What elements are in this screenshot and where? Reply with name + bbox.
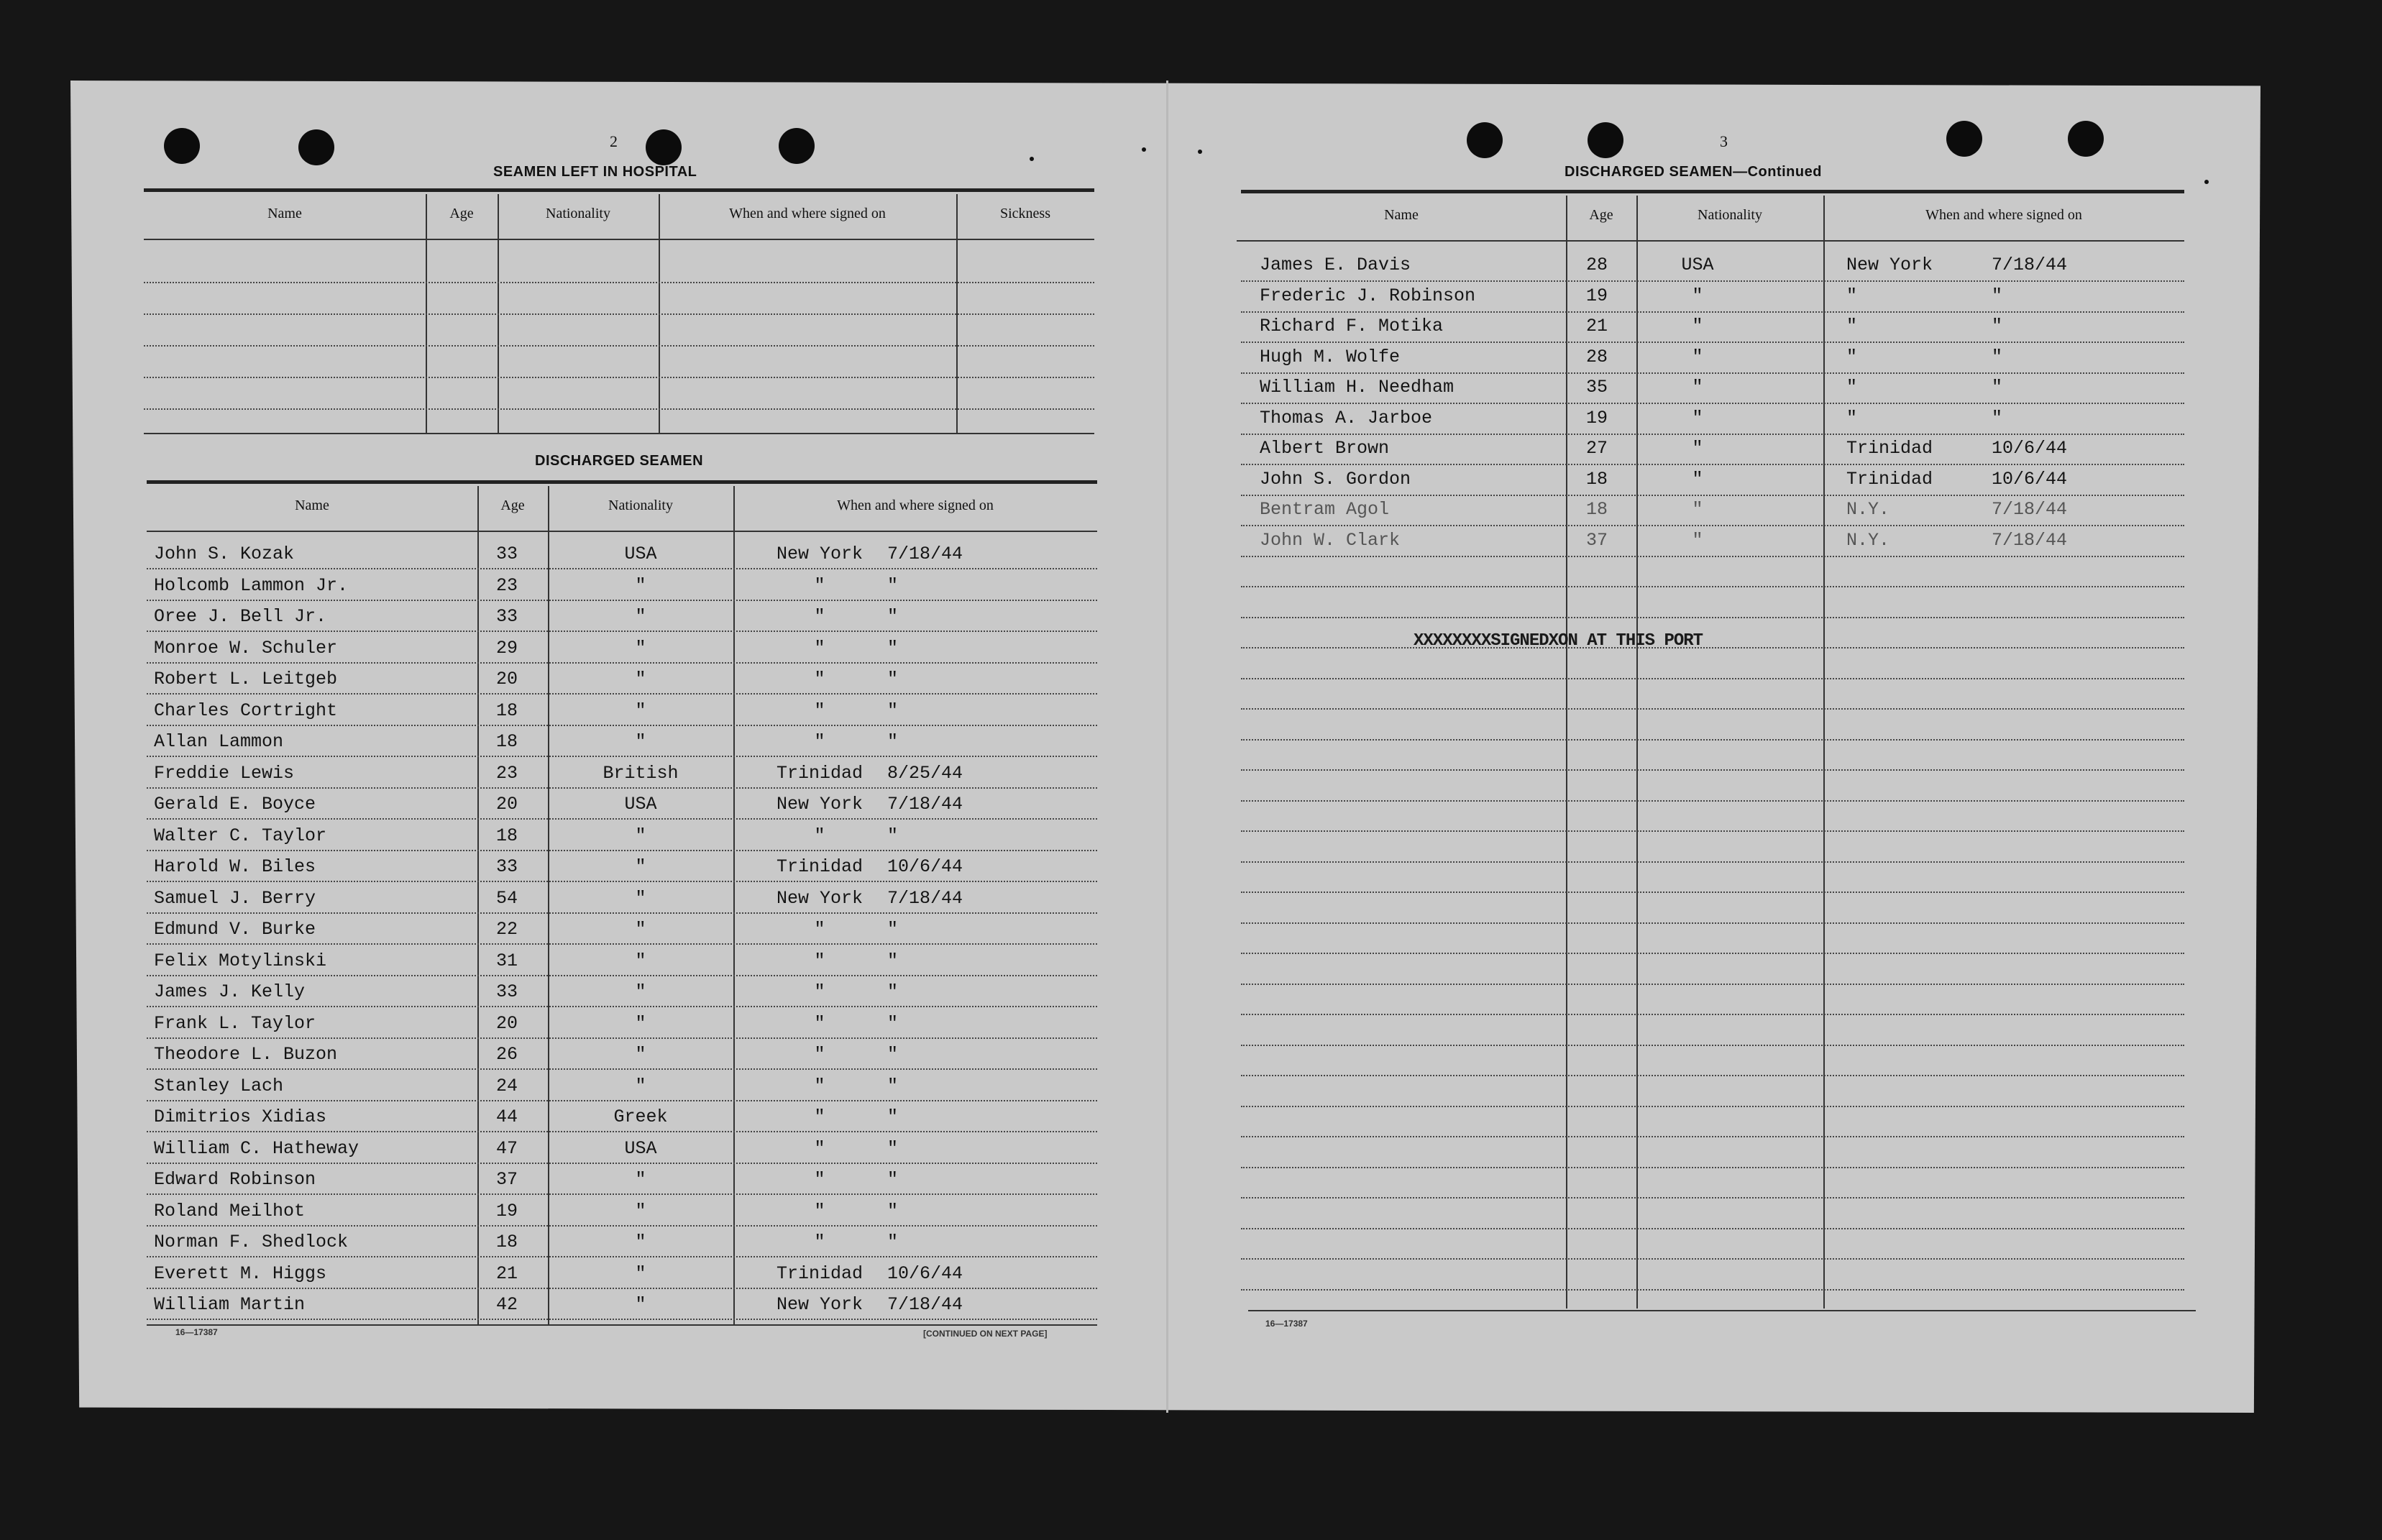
- seaman-name: Gerald E. Boyce: [154, 794, 316, 815]
- row-line: [147, 725, 1097, 726]
- seaman-nationality: ": [1692, 407, 1703, 428]
- signed-on-header: When and where signed on: [837, 498, 994, 513]
- signed-on-header: When and where signed on: [1925, 207, 2082, 223]
- signed-on-date: ": [887, 1106, 899, 1127]
- signed-on-place: ": [814, 1200, 825, 1222]
- seaman-nationality: ": [635, 825, 646, 846]
- signed-on-date: 7/18/44: [1992, 529, 2068, 551]
- seaman-name: Robert L. Leitgeb: [154, 669, 338, 689]
- row-line: [1241, 525, 2184, 526]
- seaman-age: 26: [496, 1044, 518, 1065]
- row-line: [147, 975, 1097, 976]
- column-divider: [1823, 196, 1825, 1308]
- seaman-name: Bentram Agol: [1260, 499, 1390, 520]
- row-line: [1241, 586, 2184, 587]
- seaman-age: 24: [496, 1075, 518, 1096]
- seaman-age: 23: [496, 762, 518, 784]
- seaman-age: 18: [496, 1232, 518, 1252]
- seaman-age: 19: [1586, 407, 1608, 428]
- signed-on-place: ": [1846, 346, 1858, 367]
- row-line: [147, 1256, 1097, 1257]
- seaman-name: Monroe W. Schuler: [154, 637, 338, 659]
- signed-on-place: ": [814, 1044, 825, 1065]
- seaman-nationality: ": [635, 1232, 646, 1252]
- seaman-nationality: ": [1692, 438, 1703, 459]
- signed-on-date: ": [887, 574, 899, 596]
- seaman-name: James E. Davis: [1260, 255, 1411, 275]
- signed-on-place: ": [814, 669, 825, 689]
- right-header-rule: [1237, 240, 2184, 242]
- seaman-age: 21: [496, 1262, 518, 1284]
- seaman-nationality: ": [635, 1200, 646, 1222]
- row-line: [147, 1100, 1097, 1101]
- seaman-age: 19: [1586, 285, 1608, 306]
- seaman-nationality: ": [1692, 529, 1703, 551]
- punch-hole: [779, 128, 815, 164]
- row-line: [147, 850, 1097, 851]
- signed-on-date: ": [887, 1075, 899, 1096]
- signed-on-place: ": [1846, 285, 1858, 306]
- seaman-nationality: ": [635, 574, 646, 596]
- signed-on-place: ": [814, 700, 825, 721]
- signed-on-date: ": [1992, 407, 2003, 428]
- seaman-name: Oree J. Bell Jr.: [154, 606, 327, 627]
- seaman-nationality: ": [635, 1294, 646, 1315]
- speck: [1142, 147, 1146, 152]
- seaman-name: William C. Hatheway: [154, 1137, 359, 1159]
- seaman-nationality: ": [1692, 285, 1703, 306]
- row-line: [147, 756, 1097, 757]
- signed-on-place: New York: [776, 544, 864, 564]
- row-line: [144, 282, 1094, 283]
- row-line: [1241, 342, 2184, 343]
- seaman-age: 44: [496, 1106, 518, 1127]
- signed-on-date: ": [887, 919, 899, 940]
- seaman-name: Stanley Lach: [154, 1075, 284, 1096]
- seaman-nationality: USA: [1681, 255, 1714, 275]
- row-line: [1241, 861, 2184, 863]
- age-header: Age: [1589, 207, 1613, 223]
- signed-on-date: 8/25/44: [887, 762, 963, 784]
- signed-on-place: Trinidad: [776, 1262, 864, 1284]
- punch-hole: [1467, 122, 1503, 158]
- row-line: [1241, 1045, 2184, 1046]
- seaman-age: 28: [1586, 255, 1608, 275]
- seaman-name: Charles Cortright: [154, 700, 338, 721]
- punch-hole: [298, 129, 334, 165]
- seaman-nationality: ": [635, 981, 646, 1002]
- seaman-name: Frederic J. Robinson: [1260, 285, 1476, 306]
- signed-on-date: 10/6/44: [1992, 438, 2068, 459]
- punch-hole: [1588, 122, 1623, 158]
- seaman-name: William Martin: [154, 1294, 306, 1315]
- row-line: [1241, 1136, 2184, 1137]
- seaman-nationality: ": [1692, 346, 1703, 367]
- seaman-age: 22: [496, 919, 518, 940]
- seaman-name: Edward Robinson: [154, 1169, 316, 1190]
- seaman-name: Thomas A. Jarboe: [1260, 407, 1433, 428]
- signed-on-date: 7/18/44: [887, 1294, 963, 1315]
- row-line: [144, 313, 1094, 315]
- row-line: [147, 912, 1097, 914]
- row-line: [144, 408, 1094, 410]
- row-line: [1241, 372, 2184, 374]
- row-line: [1241, 647, 2184, 648]
- form-number: 16—17387: [175, 1327, 218, 1337]
- nationality-header: Nationality: [546, 206, 610, 221]
- signed-on-date: ": [887, 825, 899, 846]
- signed-on-date: ": [887, 1044, 899, 1065]
- seaman-name: Dimitrios Xidias: [154, 1106, 327, 1127]
- age-header: Age: [500, 498, 525, 513]
- signed-on-place: ": [814, 981, 825, 1002]
- seaman-nationality: USA: [624, 794, 657, 815]
- row-line: [147, 1319, 1097, 1320]
- sickness-header: Sickness: [1000, 206, 1050, 221]
- seaman-age: 37: [1586, 529, 1608, 551]
- signed-on-date: ": [1992, 346, 2003, 367]
- discharged-header-rule: [147, 531, 1097, 532]
- seaman-nationality: ": [635, 1169, 646, 1190]
- signed-on-place: New York: [776, 1294, 864, 1315]
- column-divider: [1636, 196, 1638, 1308]
- seaman-nationality: ": [635, 700, 646, 721]
- page-number: 3: [1720, 132, 1728, 150]
- row-line: [1241, 1075, 2184, 1076]
- seaman-age: 20: [496, 669, 518, 689]
- row-line: [1241, 1014, 2184, 1015]
- seaman-nationality: USA: [624, 544, 657, 564]
- row-line: [1241, 1106, 2184, 1107]
- signed-on-place: Trinidad: [1846, 468, 1933, 490]
- seaman-nationality: ": [635, 919, 646, 940]
- speck: [1030, 157, 1034, 161]
- seaman-age: 31: [496, 950, 518, 971]
- seaman-age: 18: [496, 825, 518, 846]
- signed-on-date: ": [1992, 285, 2003, 306]
- row-line: [1241, 984, 2184, 985]
- seaman-age: 29: [496, 637, 518, 659]
- row-line: [147, 1037, 1097, 1039]
- seaman-age: 28: [1586, 346, 1608, 367]
- signed-on-place: ": [814, 1169, 825, 1190]
- seaman-name: Felix Motylinski: [154, 950, 327, 971]
- seaman-nationality: ": [635, 1012, 646, 1034]
- signed-on-date: 7/18/44: [1992, 499, 2068, 520]
- seaman-name: Allan Lammon: [154, 731, 284, 752]
- signed-on-place: ": [814, 1075, 825, 1096]
- signed-on-date: 7/18/44: [887, 794, 963, 815]
- row-line: [1241, 1258, 2184, 1260]
- row-line: [147, 881, 1097, 882]
- row-line: [144, 345, 1094, 347]
- column-divider: [1566, 196, 1567, 1308]
- row-line: [144, 377, 1094, 378]
- seaman-age: 18: [1586, 499, 1608, 520]
- seaman-age: 18: [1586, 468, 1608, 490]
- seaman-name: James J. Kelly: [154, 981, 306, 1002]
- row-line: [147, 631, 1097, 632]
- signed-on-place: ": [1846, 316, 1858, 336]
- row-line: [1241, 769, 2184, 771]
- age-header: Age: [449, 206, 474, 221]
- seaman-age: 35: [1586, 377, 1608, 398]
- seaman-age: 18: [496, 700, 518, 721]
- right-top-rule: [1241, 190, 2184, 193]
- seaman-nationality: ": [635, 637, 646, 659]
- continued-note: [CONTINUED ON NEXT PAGE]: [923, 1329, 1048, 1339]
- seaman-name: John S. Gordon: [1260, 468, 1411, 490]
- column-divider: [733, 486, 735, 1324]
- signed-on-place: New York: [776, 794, 864, 815]
- page-fold: [1166, 81, 1168, 1413]
- row-line: [147, 1006, 1097, 1007]
- seaman-age: 20: [496, 1012, 518, 1034]
- row-line: [1241, 1289, 2184, 1291]
- row-line: [147, 787, 1097, 789]
- seaman-age: 20: [496, 794, 518, 815]
- signed-on-date: 7/18/44: [1992, 255, 2068, 275]
- seaman-name: Holcomb Lammon Jr.: [154, 574, 349, 596]
- signed-on-place: ": [814, 919, 825, 940]
- signed-on-place: ": [814, 825, 825, 846]
- row-line: [1241, 1197, 2184, 1198]
- hospital-bottom-rule: [144, 433, 1094, 434]
- hospital-section-title: SEAMEN LEFT IN HOSPITAL: [493, 164, 697, 180]
- row-line: [147, 1163, 1097, 1164]
- form-number: 16—17387: [1265, 1319, 1308, 1329]
- seaman-age: 33: [496, 981, 518, 1002]
- seaman-name: Freddie Lewis: [154, 762, 295, 784]
- seaman-age: 54: [496, 887, 518, 909]
- signed-on-place: ": [814, 1012, 825, 1034]
- seaman-nationality: Greek: [613, 1106, 668, 1127]
- signed-on-date: ": [887, 1169, 899, 1190]
- seaman-age: 23: [496, 574, 518, 596]
- row-line: [1241, 800, 2184, 802]
- seaman-nationality: ": [635, 731, 646, 752]
- column-divider: [548, 486, 549, 1324]
- speck: [1198, 150, 1202, 154]
- row-line: [1241, 311, 2184, 313]
- signed-on-place: ": [1846, 407, 1858, 428]
- signed-on-place: ": [814, 606, 825, 627]
- name-header: Name: [1384, 207, 1419, 223]
- signed-on-place: ": [814, 731, 825, 752]
- seaman-name: Roland Meilhot: [154, 1200, 306, 1222]
- seaman-name: William H. Needham: [1260, 377, 1455, 398]
- signed-on-header: When and where signed on: [729, 206, 886, 221]
- signed-on-date: ": [887, 1137, 899, 1159]
- signed-on-place: Trinidad: [776, 856, 864, 877]
- row-line: [1241, 617, 2184, 618]
- row-line: [1241, 739, 2184, 741]
- row-line: [1241, 892, 2184, 893]
- signed-on-place: N.Y.: [1846, 499, 1890, 520]
- row-line: [147, 693, 1097, 695]
- signed-on-stamp: XXXXXXXXSIGNEDXON AT THIS PORT: [1414, 631, 1703, 651]
- seaman-name: John W. Clark: [1260, 529, 1401, 551]
- seaman-nationality: ": [635, 856, 646, 877]
- row-line: [147, 1288, 1097, 1289]
- signed-on-date: 10/6/44: [887, 856, 963, 877]
- row-line: [1241, 678, 2184, 679]
- row-line: [147, 943, 1097, 945]
- seaman-name: Harold W. Biles: [154, 856, 316, 877]
- seaman-age: 42: [496, 1294, 518, 1315]
- row-line: [1241, 830, 2184, 832]
- signed-on-date: ": [887, 1012, 899, 1034]
- hospital-header-rule: [144, 239, 1094, 240]
- signed-on-date: ": [887, 731, 899, 752]
- signed-on-place: ": [814, 637, 825, 659]
- signed-on-date: ": [887, 1200, 899, 1222]
- seaman-age: 19: [496, 1200, 518, 1222]
- row-line: [1241, 708, 2184, 710]
- seaman-name: Albert Brown: [1260, 438, 1390, 459]
- signed-on-date: ": [887, 669, 899, 689]
- row-line: [147, 818, 1097, 820]
- seaman-name: Everett M. Higgs: [154, 1262, 327, 1284]
- signed-on-place: Trinidad: [776, 762, 864, 784]
- seaman-name: Frank L. Taylor: [154, 1012, 316, 1034]
- signed-on-date: ": [1992, 316, 2003, 336]
- seaman-nationality: ": [635, 950, 646, 971]
- seaman-age: 37: [496, 1169, 518, 1190]
- name-header: Name: [295, 498, 329, 513]
- nationality-header: Nationality: [608, 498, 673, 513]
- row-line: [147, 1131, 1097, 1132]
- signed-on-place: ": [1846, 377, 1858, 398]
- punch-hole: [2068, 121, 2104, 157]
- signed-on-place: ": [814, 1106, 825, 1127]
- row-line: [1241, 1167, 2184, 1168]
- punch-hole: [164, 128, 200, 164]
- seaman-nationality: ": [635, 1075, 646, 1096]
- signed-on-date: 7/18/44: [887, 887, 963, 909]
- seaman-nationality: British: [603, 762, 679, 784]
- row-line: [147, 568, 1097, 569]
- signed-on-date: ": [887, 981, 899, 1002]
- speck: [2204, 180, 2209, 184]
- seaman-nationality: ": [635, 669, 646, 689]
- seaman-age: 33: [496, 544, 518, 564]
- seaman-name: Norman F. Shedlock: [154, 1232, 349, 1252]
- seaman-age: 18: [496, 731, 518, 752]
- signed-on-date: 10/6/44: [887, 1262, 963, 1284]
- seaman-nationality: ": [1692, 377, 1703, 398]
- seaman-name: Theodore L. Buzon: [154, 1044, 338, 1065]
- seaman-nationality: USA: [624, 1137, 657, 1159]
- row-line: [147, 600, 1097, 601]
- row-line: [1241, 922, 2184, 924]
- discharged-bottom-rule: [147, 1324, 1097, 1326]
- seaman-name: Samuel J. Berry: [154, 887, 316, 909]
- seaman-nationality: ": [1692, 468, 1703, 490]
- seaman-age: 27: [1586, 438, 1608, 459]
- signed-on-date: ": [887, 700, 899, 721]
- continued-section-title: DISCHARGED SEAMEN—Continued: [1565, 164, 1822, 180]
- discharged-top-rule: [147, 480, 1097, 484]
- row-line: [1241, 953, 2184, 954]
- seaman-nationality: ": [635, 1262, 646, 1284]
- row-line: [1241, 403, 2184, 404]
- row-line: [1241, 495, 2184, 496]
- seaman-age: 33: [496, 606, 518, 627]
- row-line: [1241, 1228, 2184, 1229]
- hospital-top-rule: [144, 188, 1094, 192]
- column-divider: [477, 486, 479, 1324]
- row-line: [147, 1068, 1097, 1070]
- punch-hole: [646, 129, 682, 165]
- signed-on-place: New York: [776, 887, 864, 909]
- signed-on-date: 7/18/44: [887, 544, 963, 564]
- row-line: [1241, 464, 2184, 465]
- seaman-name: Hugh M. Wolfe: [1260, 346, 1401, 367]
- continued-bottom-rule: [1248, 1310, 2196, 1311]
- signed-on-date: ": [887, 950, 899, 971]
- seaman-nationality: ": [635, 606, 646, 627]
- seaman-age: 21: [1586, 316, 1608, 336]
- row-line: [1241, 434, 2184, 435]
- seaman-name: Edmund V. Burke: [154, 919, 316, 940]
- row-line: [147, 662, 1097, 664]
- seaman-name: Walter C. Taylor: [154, 825, 327, 846]
- row-line: [147, 1193, 1097, 1195]
- signed-on-date: ": [1992, 377, 2003, 398]
- seaman-nationality: ": [1692, 499, 1703, 520]
- page-number: 2: [610, 132, 618, 150]
- signed-on-place: New York: [1846, 255, 1933, 275]
- discharged-section-title: DISCHARGED SEAMEN: [535, 453, 704, 469]
- signed-on-place: ": [814, 574, 825, 596]
- name-header: Name: [267, 206, 302, 221]
- seaman-name: Richard F. Motika: [1260, 316, 1444, 336]
- seaman-nationality: ": [1692, 316, 1703, 336]
- signed-on-place: ": [814, 1137, 825, 1159]
- row-line: [1241, 556, 2184, 557]
- seaman-nationality: ": [635, 887, 646, 909]
- signed-on-place: ": [814, 950, 825, 971]
- seaman-name: John S. Kozak: [154, 544, 295, 564]
- row-line: [1241, 280, 2184, 282]
- punch-hole: [1946, 121, 1982, 157]
- row-line: [147, 1225, 1097, 1227]
- signed-on-date: ": [887, 1232, 899, 1252]
- signed-on-place: N.Y.: [1846, 529, 1890, 551]
- signed-on-place: Trinidad: [1846, 438, 1933, 459]
- signed-on-date: ": [887, 637, 899, 659]
- seaman-age: 33: [496, 856, 518, 877]
- signed-on-place: ": [814, 1232, 825, 1252]
- signed-on-date: ": [887, 606, 899, 627]
- nationality-header: Nationality: [1698, 207, 1762, 223]
- signed-on-date: 10/6/44: [1992, 468, 2068, 490]
- seaman-age: 47: [496, 1137, 518, 1159]
- seaman-nationality: ": [635, 1044, 646, 1065]
